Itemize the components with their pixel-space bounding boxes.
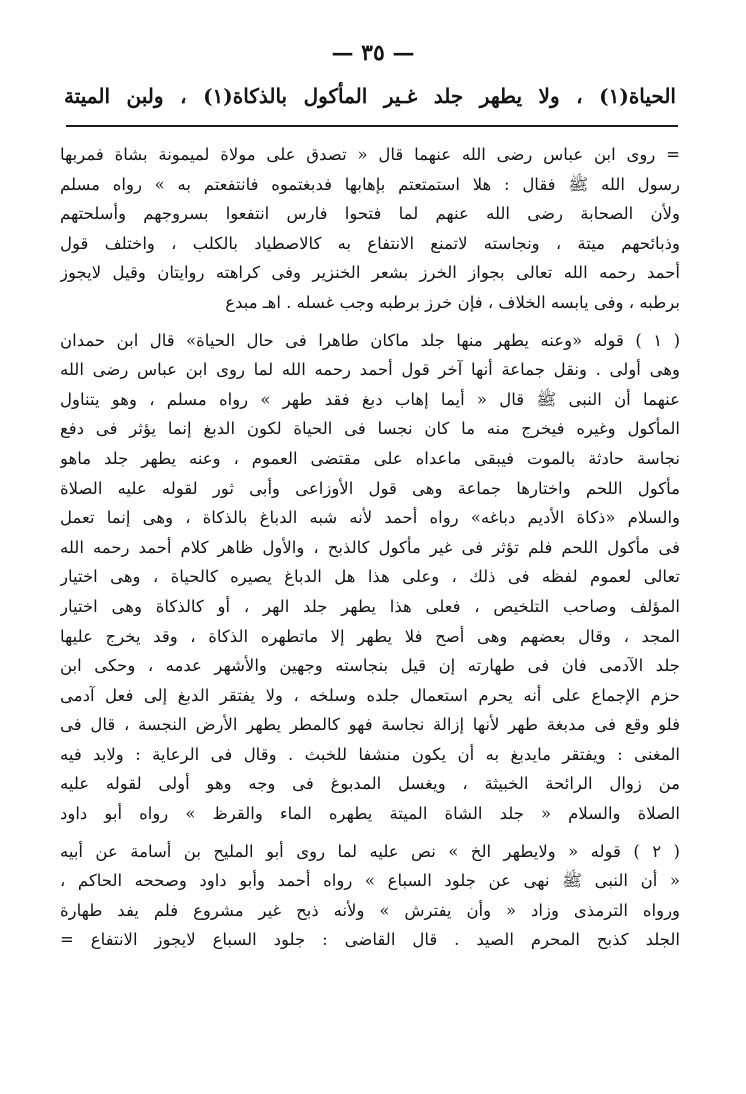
footnote-line: برطبه ، وفى يابسه الخلاف ، فإن خرز برطبه وجب غسله . اهـ مبدع xyxy=(225,292,680,312)
footnote-line: المجد ، وقال بعضهم وهى أصح فلا يطهر إلا ماتطهره الذكاة ، وقد يخرج عليها xyxy=(60,626,680,646)
footnotes xyxy=(60,140,680,955)
footnote-line: جلد الآدمى فان فى طهارته إن قيل بنجاسته وجهين والأشهر عدمه ، وحكى ابن xyxy=(60,656,680,676)
footnote-line: من زوال الرائحة الخبيثة ، ويغسل المدبوغ فى وجه وهو أولى لقوله عليه xyxy=(60,774,680,794)
footnote-line: الجلد كذبح المحرم الصيد . قال القاضى : جلود السباع لايجوز الانتفاع = xyxy=(60,930,680,950)
footnote-line: تعالى لعموم لفظه فى ذلك ، وعلى هذا هل الدباغ يصيره كالحياة ، وهى اختيار xyxy=(60,567,680,587)
footnote-divider xyxy=(66,125,678,127)
footnote-line: أحمد رحمه الله تعالى بجواز الخرز بشعر الخنزير وفى كراهته روايتان وقيل لايجوز xyxy=(60,263,680,283)
footnote-line: ( ١ ) قوله «وعنه يطهر منها جلد ماكان طاهرا فى حال الحياة» قال ابن حمدان xyxy=(60,330,680,350)
footnote-line: ورواه الترمذى وزاد « وأن يفترش » ولأنه ذبح غير مشروع فلم يفد طهارة xyxy=(60,900,680,920)
footnote-line: رسول الله ﷺ فقال : هلا استمتعتم بإهابها فدبغتموه فانتفعتم به » رواه مسلم xyxy=(60,174,680,194)
main-text-line: الحياة(١) ، ولا يطهر جلد غـير المأكول بالذكاة(١) ، ولبن الميتة xyxy=(64,84,676,108)
footnote-line: الصلاة والسلام « جلد الشاة الميتة يطهره الماء والقرظ » رواه أبو داود xyxy=(60,804,680,824)
footnote-1 xyxy=(60,326,680,829)
footnote-line: عنهما أن النبى ﷺ قال « أيما إهاب دبغ فقد طهر » رواه مسلم ، وهو يتناول xyxy=(60,389,680,409)
footnote-line: فى مأكول اللحم فلم تؤثر فى غير مأكول كالذبح ، والأول ظاهر كلام أحمد رحمه الله xyxy=(60,537,680,557)
page-number: — ٣٥ — xyxy=(331,40,415,66)
footnote-line: مأكول اللحم واختارها جماعة وهى قول الأوزاعى وأبى ثور لقوله عليه الصلاة xyxy=(60,478,680,498)
footnote-line: ولأن الصحابة رضى الله عنهم لما فتحوا فارس انتفعوا بسروجهم وأسلحتهم xyxy=(60,204,680,224)
footnote-2 xyxy=(60,837,680,955)
footnote-line: نجاسة حادثة بالموت فيبقى ماعداه على مقتضى العموم ، وعنه يطهر جلد ماهو xyxy=(60,448,680,468)
footnote-line: والسلام «ذكاة الأديم دباغه» رواه أحمد لأنه شبه الدباغ بالذكاة ، وهى إنما تعمل xyxy=(60,508,680,528)
footnote-line: المؤلف وصاحب التلخيص ، فعلى هذا يطهر جلد الهر ، أو كالذكاة وهى اختيار xyxy=(60,596,680,616)
footnote-line: ( ٢ ) قوله « ولايطهر الخ » نص عليه لما روى أبو المليح بن أسامة عن أبيه xyxy=(60,841,680,861)
footnote-line: حزم الإجماع على أنه يحرم استعمال جلده وسلخه ، ولا يفتقر الدبغ إلى فعل آدمى xyxy=(60,685,680,705)
footnote-line: فلو وقع فى مدبغة طهر لأنها إزالة نجاسة فهو كالمطر يطهر الأرض النجسة ، قال فى xyxy=(60,715,680,735)
footnote-line: المغنى : ويفتقر مايدبغ به أن يكون منشفا للخبث . وقال فى الرعاية : ولابد فيه xyxy=(60,744,680,764)
footnote-continuation xyxy=(60,140,680,318)
footnote-line: = روى ابن عباس رضى الله عنهما قال « تصدق على مولاة لميمونة بشاة فمربها xyxy=(60,145,680,164)
footnote-line: وهى أولى . ونقل جماعة أنها آخر قول أحمد رحمه الله لما روى ابن عباس رضى الله xyxy=(60,360,680,380)
footnote-line: « أن النبى ﷺ نهى عن جلود السباع » رواه أحمد وأبو داود وصححه الحاكم ، xyxy=(60,871,680,891)
footnote-line: وذبائحهم ميتة ، ونجاسته لاتمنع الانتفاع به كالاصطياد بالكلب ، واختلف قول xyxy=(60,233,680,253)
footnote-line: المأكول وغيره فيخرج منه ما كان نجسا فى الحياة لكون الدبغ إنما يؤثر فى دفع xyxy=(60,419,680,439)
